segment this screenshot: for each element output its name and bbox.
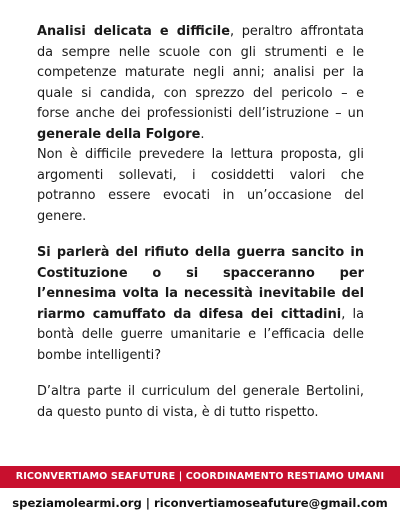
paragraph-2: Non è difficile prevedere la lettura proposta, gli argomenti sollevati, i cosiddetti valori che potranno essere evocati in un’occasione del genere. (37, 147, 364, 224)
paragraph-1-text-a: , peraltro affrontata da sempre nelle scuole con gli strumenti e le competenze maturate negli anni; analisi per la quale si candida, con sprezzo del pericolo – e forse anche dei professionisti dell’istruzione – un (37, 24, 364, 121)
paragraph-4: D’altra parte il curriculum del generale Bertolini, da questo punto di vista, è di tutto rispetto. (37, 384, 364, 420)
article-body (37, 22, 364, 423)
organization-banner: RICONVERTIAMO SEAFUTURE | COORDINAMENTO RESTIAMO UMANI (0, 466, 400, 488)
paragraph-3 (37, 243, 364, 366)
paragraph-3-text: , la bontà delle guerre umanitarie e l’efficacia delle bombe intelligenti? (37, 306, 364, 363)
paragraph-1-text-b: . (200, 126, 205, 142)
contact-footer: speziamolearmi.org | riconvertiamoseafuture@gmail.com (12, 496, 388, 510)
paragraph-3-bold: Si parlerà del rifiuto della guerra sancito in Costituzione o si spacceranno per l’ennesima volta la necessità inevitabile del riarmo camuffato da difesa dei cittadini (37, 245, 364, 322)
paragraph-1 (37, 22, 364, 145)
paragraph-1-bold-lead: Analisi delicata e difficile (37, 24, 230, 39)
paragraph-1-bold-mid: generale della Folgore (37, 126, 201, 142)
